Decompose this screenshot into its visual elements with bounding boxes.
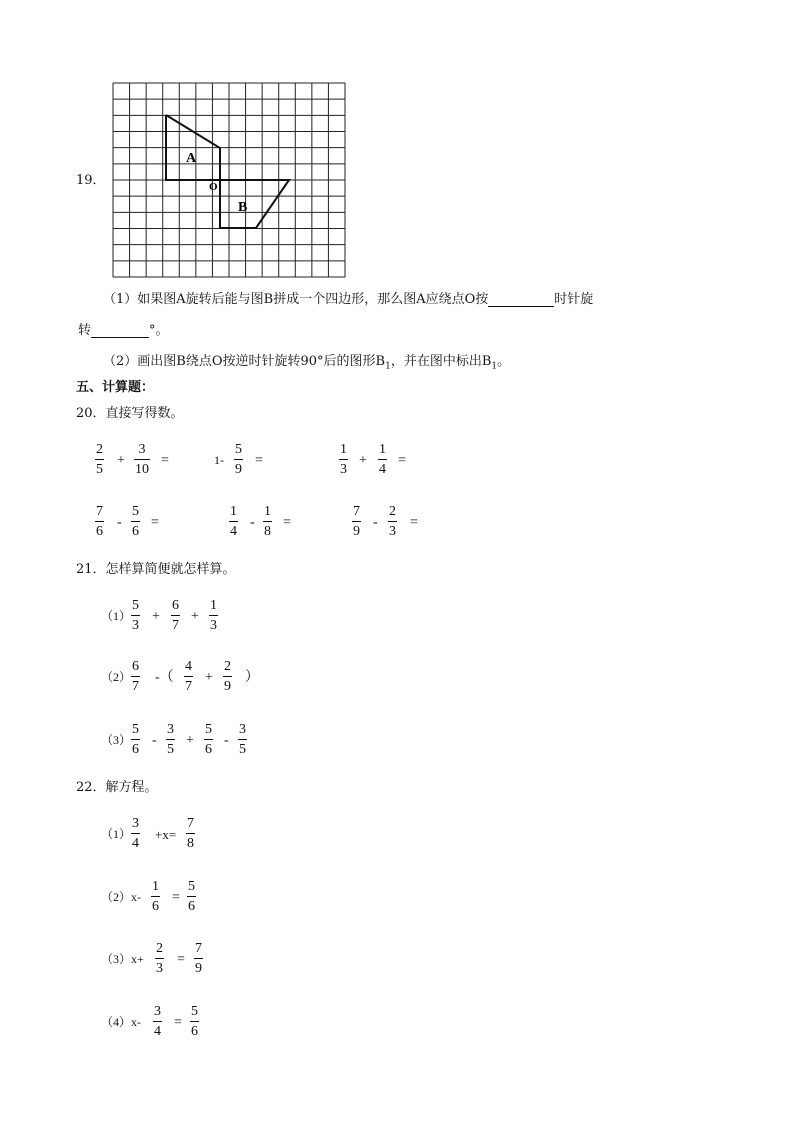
q21-p3-label: （3） — [101, 733, 132, 747]
q22-p3-frac-b: 7 9 — [195, 941, 202, 976]
q20-item5-frac1: 1 4 — [230, 504, 237, 539]
q21-p3-frac-a: 5 6 — [132, 722, 139, 757]
q21-p2-frac-c: 2 9 — [224, 659, 231, 694]
q20-item6-op: - — [373, 515, 378, 530]
q21-p3-frac-b: 3 5 — [167, 722, 174, 757]
grid-figure[interactable] — [112, 82, 346, 278]
q22-p4-label: （4）x- — [101, 1015, 141, 1029]
q20-item5-eq: = — [283, 515, 291, 530]
q22-p3-frac-a: 2 3 — [156, 941, 163, 976]
q20-item3-frac1: 1 3 — [340, 442, 347, 477]
q20-item6-frac2: 2 3 — [389, 504, 396, 539]
q20-item3-op: + — [359, 453, 367, 468]
q19-part2-text-a: （2）画出图B绕点O按逆时针旋转90°后的图形B — [103, 354, 386, 369]
q19-blank-direction[interactable] — [488, 293, 554, 307]
q19-part1-text-c: 转 — [78, 323, 92, 338]
q19-part2-text-c: 。 — [497, 354, 511, 369]
q22-p1-label: （1） — [101, 827, 132, 841]
q22-p1-frac-a: 3 4 — [132, 816, 139, 851]
q20-title: 20．直接写得数。 — [76, 406, 184, 421]
q21-p2-label: （2） — [101, 670, 132, 684]
q20-item6-frac1: 7 9 — [353, 504, 360, 539]
q22-p3-eq: = — [177, 952, 185, 967]
q22-p1-frac-b: 7 8 — [187, 816, 194, 851]
q20-item4-op: - — [117, 515, 122, 530]
q20-item2-eq: = — [255, 453, 263, 468]
q20-item4-frac2: 5 6 — [132, 504, 139, 539]
q22-p2-frac-b: 5 6 — [188, 879, 195, 914]
q21-p3-op2: + — [186, 733, 194, 748]
q22-title: 22．解方程。 — [76, 780, 158, 795]
label-a: A — [186, 151, 197, 166]
q22-p1-mid: +x= — [155, 827, 177, 842]
question-number-19: 19． — [76, 173, 106, 188]
q21-p2-op1: -（ — [155, 670, 174, 685]
label-b: B — [238, 200, 248, 215]
q21-p1-frac-c: 1 3 — [210, 598, 217, 633]
q22-p4-eq: = — [174, 1015, 182, 1030]
q20-item2-frac: 5 9 — [235, 442, 242, 477]
q19-part2-sub1: 1 — [385, 361, 391, 372]
q22-p4-frac-b: 5 6 — [191, 1004, 198, 1039]
q19-part2 — [103, 355, 510, 372]
q21-p3-frac-d: 3 5 — [239, 722, 246, 757]
q20-item5-frac2: 1 8 — [264, 504, 271, 539]
q19-part1-line2 — [78, 324, 169, 338]
q21-p1-label: （1） — [101, 609, 132, 623]
q22-p4-frac-a: 3 4 — [154, 1004, 161, 1039]
q20-item1-op: + — [117, 453, 125, 468]
q20-item3-eq: = — [398, 453, 406, 468]
q20-item1-frac1: 2 5 — [96, 442, 103, 477]
q21-p2-frac-b: 4 7 — [185, 659, 192, 694]
q20-item1-eq: = — [161, 453, 169, 468]
q21-p1-frac-b: 6 7 — [172, 598, 179, 633]
q21-p2-frac-a: 6 7 — [132, 659, 139, 694]
q21-p1-op1: + — [152, 609, 160, 624]
q20-item4-eq: = — [151, 515, 159, 530]
section-title: 五、计算题： — [76, 380, 155, 395]
q20-item2-prefix: 1- — [214, 453, 224, 467]
q19-part2-sub2: 1 — [491, 361, 498, 372]
q22-p2-frac-a: 1 6 — [152, 879, 159, 914]
q22-p3-label: （3）x+ — [101, 952, 144, 966]
q22-p2-label: （2）x- — [101, 890, 141, 904]
q20-item1-frac2: 3 10 — [135, 442, 149, 477]
q21-p2-op2: + — [205, 670, 213, 685]
q21-p3-op3: - — [224, 733, 229, 748]
q19-blank-angle[interactable] — [91, 324, 149, 338]
q20-item3-frac2: 1 4 — [379, 442, 386, 477]
q19-part1-text-b: 时针旋 — [554, 292, 594, 307]
q21-p3-op1: - — [152, 733, 157, 748]
q21-p1-frac-a: 5 3 — [132, 598, 139, 633]
q19-part1-line1 — [103, 293, 593, 307]
q22-p2-eq: = — [172, 890, 180, 905]
q19-part1-text-a: （1）如果图A旋转后能与图B拼成一个四边形，那么图A应绕点O按 — [103, 292, 489, 307]
q19-part2-text-b: ，并在图中标出B — [390, 354, 492, 369]
q21-p1-op2: + — [191, 609, 199, 624]
label-o: O — [209, 181, 218, 193]
q20-item4-frac1: 7 6 — [96, 504, 103, 539]
q21-title: 21．怎样算简便就怎样算。 — [76, 562, 236, 577]
q19-part1-text-d: °。 — [149, 323, 169, 338]
q20-item5-op: - — [250, 515, 255, 530]
q21-p2-close: ） — [245, 670, 259, 685]
q20-item6-eq: = — [410, 515, 418, 530]
q21-p3-frac-c: 5 6 — [205, 722, 212, 757]
